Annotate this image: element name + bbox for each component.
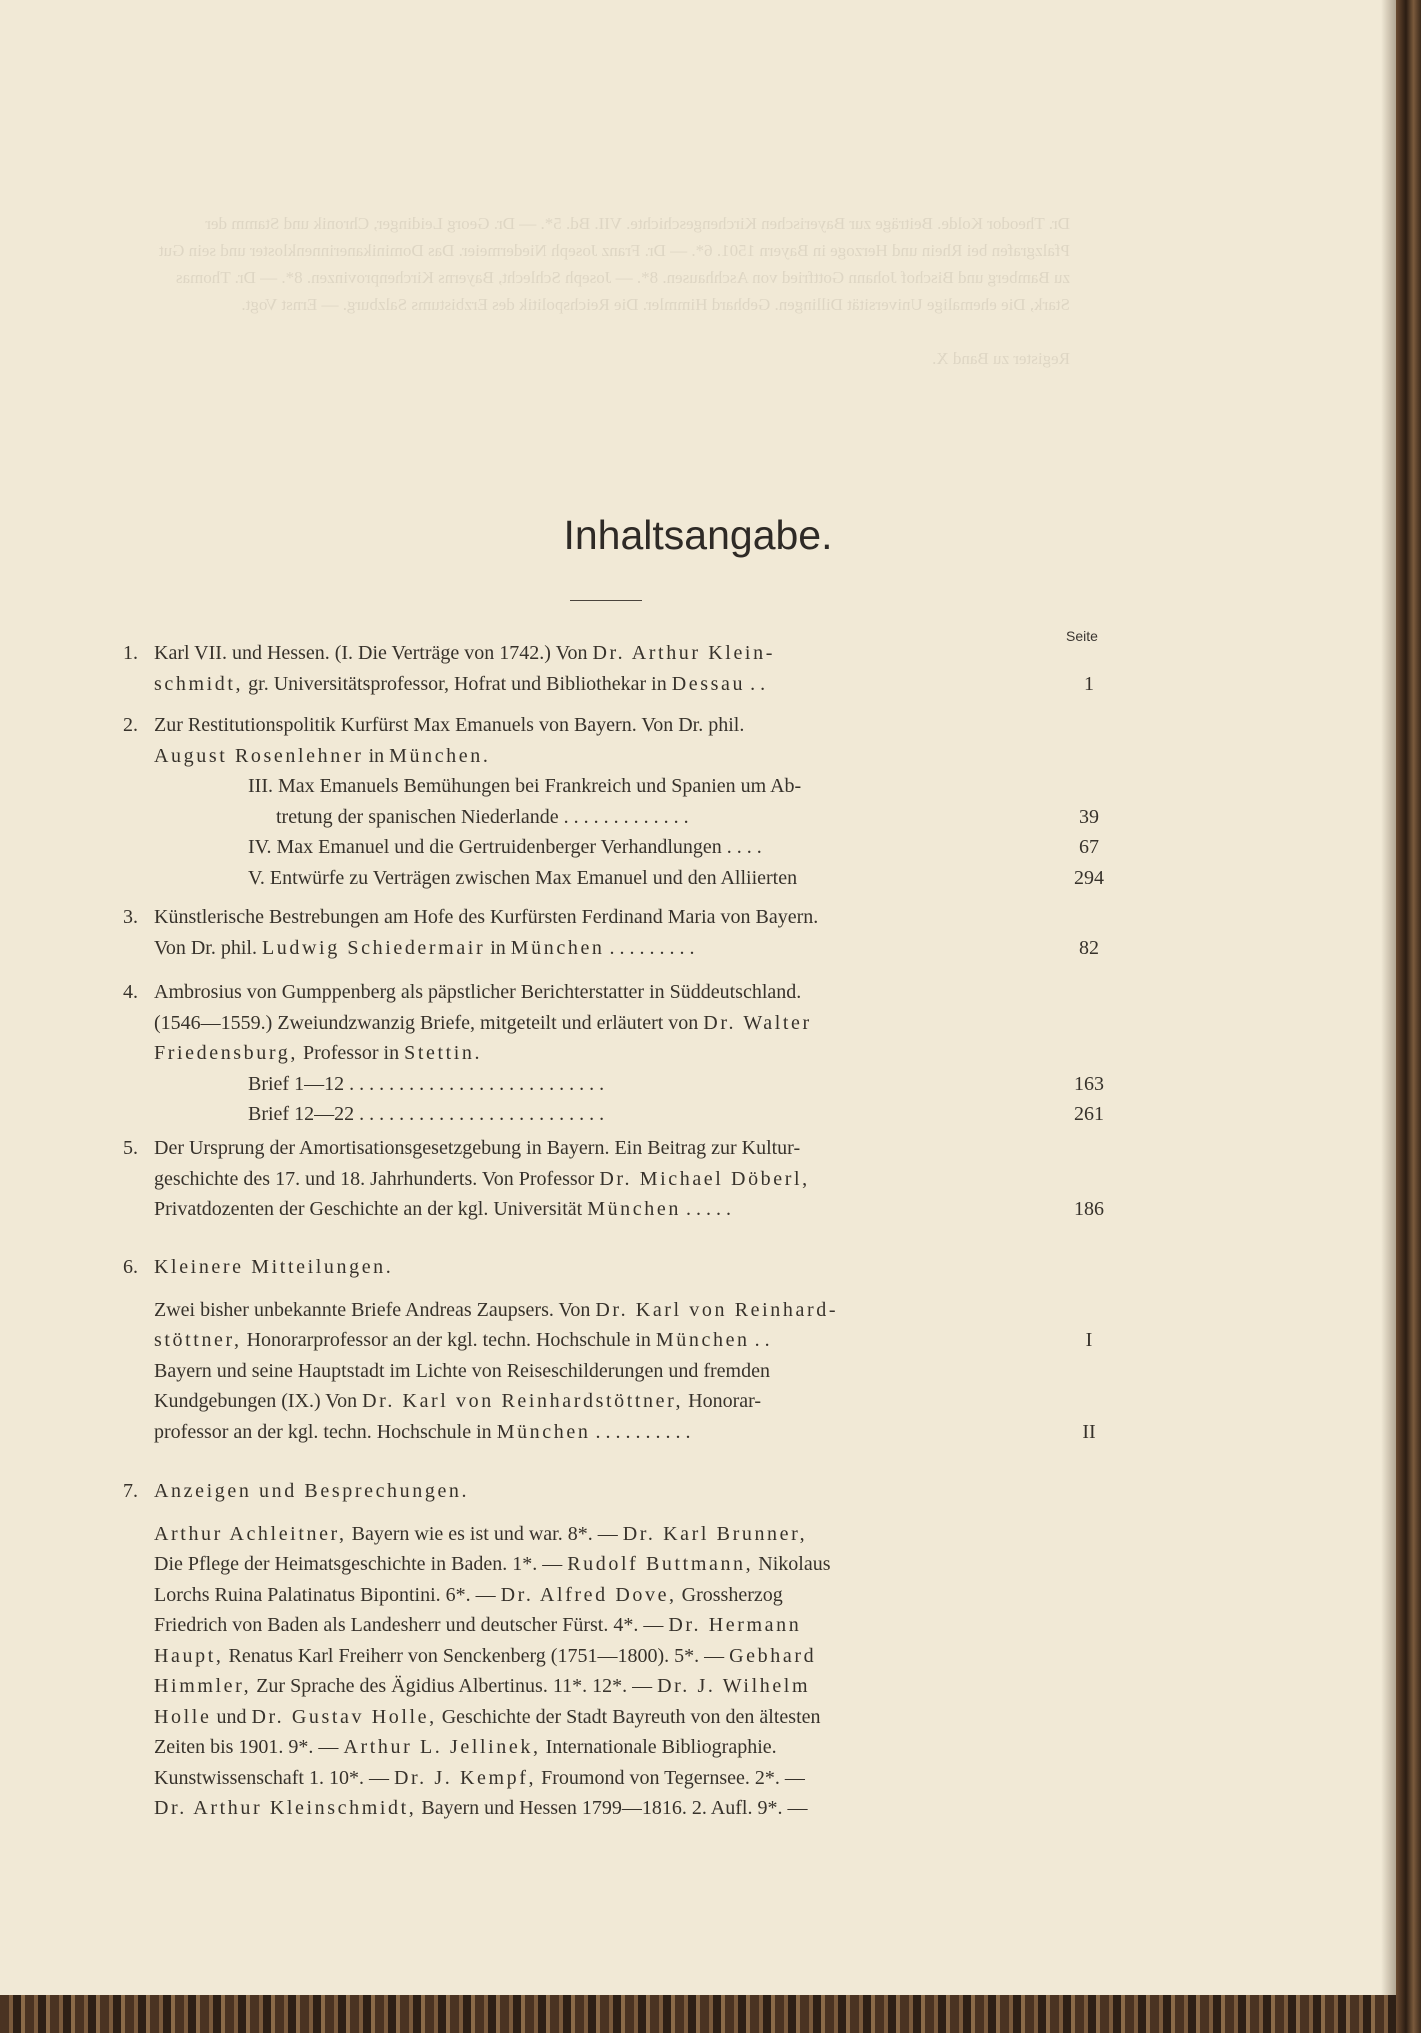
spaced-name: Kleinere Mitteilungen. — [154, 1256, 394, 1278]
line-text: . . . . . — [680, 1198, 731, 1220]
entry-number: 7. — [123, 1480, 138, 1502]
entry-line — [154, 1671, 810, 1701]
entry-number: 5. — [123, 1137, 138, 1159]
spaced-name: Dr. J. Kempf, — [393, 1766, 537, 1789]
spaced-name: Himmler, — [154, 1675, 252, 1697]
line-text: Privatdozenten der Geschichte an der kgl. Universität — [154, 1198, 588, 1220]
entry-line — [154, 1386, 761, 1416]
entry-line — [248, 771, 801, 801]
entry-line — [154, 1325, 770, 1355]
line-text: Ambrosius von Gumppenberg als päpstlicher Berichterstatter in Süddeutschland. — [154, 981, 802, 1003]
entry-line — [154, 1356, 770, 1386]
line-text: Zur Sprache des Ägidius Albertinus. 11*. 12*. — — [251, 1675, 658, 1697]
title-divider — [570, 600, 642, 601]
line-text: Lorchs Ruina Palatinatus Bipontini. 6*. — — [154, 1583, 501, 1606]
entry-line — [154, 1417, 690, 1447]
line-text: V. Entwürfe zu Verträgen zwischen Max Emanuel und den Alliierten — [248, 866, 798, 889]
entry-line — [248, 1069, 604, 1099]
line-text: Professor in — [297, 1042, 405, 1064]
entry-line — [248, 832, 762, 862]
entry-line — [154, 933, 695, 963]
line-text: tretung der spanischen Niederlande . . . . . . . . . . . . . — [276, 805, 689, 828]
spaced-name: München — [510, 936, 605, 959]
line-text: . . — [749, 1329, 770, 1351]
spaced-name: Dr. Arthur Klein- — [592, 642, 775, 664]
spaced-name: Rudolf Buttmann, — [567, 1553, 754, 1575]
spaced-name: Dr. Karl von Reinhardstöttner, — [362, 1390, 684, 1412]
spaced-name: Dr. Michael Döberl, — [599, 1167, 810, 1190]
entry-line — [154, 1194, 731, 1224]
entry-line — [248, 863, 797, 893]
spaced-name: stöttner, — [154, 1329, 242, 1351]
spaced-name: Dr. Gustav Holle, — [251, 1705, 437, 1728]
line-text: IV. Max Emanuel und die Gertruidenberger Verhandlungen . . . . — [248, 836, 762, 858]
line-text: Kundgebungen (IX.) Von — [154, 1390, 363, 1412]
line-text: Zur Restitutionspolitik Kurfürst Max Emanuels von Bayern. Von Dr. phil. — [154, 714, 745, 736]
spaced-name: Dr. Arthur Kleinschmidt, — [154, 1797, 417, 1819]
page-number: II — [1082, 1420, 1096, 1443]
entry-line — [154, 977, 801, 1007]
line-text: Bayern und Hessen 1799—1816. 2. Aufl. 9*. — — [416, 1797, 808, 1819]
spaced-name: Dessau — [671, 672, 746, 695]
spaced-name: Dr. Hermann — [668, 1614, 802, 1636]
entry-line — [154, 710, 744, 740]
page-number: 294 — [1074, 866, 1104, 889]
entry-line — [154, 1295, 838, 1325]
page-number: I — [1085, 1329, 1093, 1351]
entry-line — [154, 1610, 801, 1640]
line-text: in — [485, 936, 511, 959]
line-text: . . . . . . . . . . — [590, 1420, 691, 1443]
entry-line — [154, 638, 775, 668]
line-text: Bayern wie es ist und war. 8*. — — [346, 1522, 623, 1545]
page-number: 67 — [1079, 836, 1099, 858]
line-text: professor an der kgl. techn. Hochschule in — [154, 1420, 497, 1443]
line-text: Karl VII. und Hessen. (I. Die Verträge von 1742.) Von — [154, 642, 593, 664]
bleed-through-text: Dr. Theodor Kolde. Beiträge zur Bayerischen Kirchengeschichte. VII. Bd. 5*. — Dr. Georg Leidinger, Chronik und Stamm der Pfalzgrafen bei Rhein und Herzoge in Bayern 1501. 6*. — Dr. Franz Joseph Niedermeier. Das Dominikanerinnenkloster und sein Gut zu Bamberg und Bischof Johann Gottfried von Aschhausen. 8*. — Joseph Schlecht, Bayerns Kirchenprovinzen. 8*. — Dr. Thomas Stark, Die ehemalige Universität Dillingen. Gebhard Himmler. Die Reichspolitik des Erzbistums Salzburg. — Ernst Vogt. Register zu Band X. — [158, 214, 1070, 368]
spaced-name: Friedensburg, — [154, 1042, 298, 1064]
line-text: Die Pflege der Heimatsgeschichte in Baden. 1*. — — [154, 1553, 568, 1575]
line-text: Künstlerische Bestrebungen am Hofe des Kurfürsten Ferdinand Maria von Bayern. — [154, 906, 819, 928]
spaced-name: schmidt, — [154, 672, 244, 695]
line-text: Von Dr. phil. — [154, 936, 262, 959]
page-title: Inhaltsangabe. — [563, 512, 833, 558]
entry-line — [154, 669, 765, 699]
line-text: und — [211, 1705, 252, 1728]
line-text: in — [363, 744, 390, 767]
spaced-name: Arthur Achleitner, — [154, 1522, 347, 1545]
line-text: Honorarprofessor an der kgl. techn. Hochschule in — [241, 1329, 656, 1351]
spaced-name: Stettin. — [404, 1042, 483, 1064]
spaced-name: Dr. Karl Brunner, — [622, 1522, 808, 1545]
page-number: 261 — [1074, 1103, 1104, 1125]
spaced-name: Dr. Alfred Dove, — [500, 1583, 677, 1606]
spaced-name: Ludwig Schiedermair — [261, 936, 486, 959]
entry-line — [154, 1702, 821, 1732]
marbled-board-edge — [0, 1995, 1396, 2033]
line-text: Brief 12—22 . . . . . . . . . . . . . . . . . . . . . . . . . — [248, 1103, 605, 1125]
page-number: 186 — [1074, 1198, 1104, 1220]
line-text: Brief 1—12 . . . . . . . . . . . . . . . . . . . . . . . . . . — [248, 1072, 605, 1095]
line-text: Kunstwissenschaft 1. 10*. — — [154, 1766, 394, 1789]
line-text: Froumond von Tegernsee. 2*. — — [536, 1766, 805, 1789]
spaced-name: Haupt, — [154, 1644, 224, 1667]
line-text: Friedrich von Baden als Landesherr und deutscher Fürst. 4*. — — [154, 1614, 669, 1636]
page-column-label: Seite — [1066, 628, 1098, 644]
spaced-name: Dr. J. Wilhelm — [657, 1675, 811, 1697]
entry-line — [154, 1133, 800, 1163]
entry-line — [154, 1763, 805, 1793]
line-text: geschichte des 17. und 18. Jahrhunderts. Von Professor — [154, 1167, 600, 1190]
book-spine-edge — [1396, 0, 1421, 2033]
entry-line — [154, 1164, 810, 1194]
entry-line — [154, 1038, 482, 1068]
entry-line — [154, 1732, 777, 1762]
line-text: III. Max Emanuels Bemühungen bei Frankreich und Spanien um Ab- — [248, 775, 802, 797]
line-text: (1546—1559.) Zweiundzwanzig Briefe, mitgeteilt und erläutert von — [154, 1011, 704, 1034]
line-text: gr. Universitätsprofessor, Hofrat und Bibliothekar in — [243, 672, 672, 695]
line-text: Der Ursprung der Amortisationsgesetzgebung in Bayern. Ein Beitrag zur Kultur- — [154, 1137, 801, 1159]
entry-number: 6. — [123, 1256, 138, 1278]
entry-line — [154, 1252, 393, 1282]
entry-line — [154, 1549, 830, 1579]
page-number: 1 — [1084, 672, 1094, 695]
spaced-name: München. — [389, 744, 491, 767]
entry-number: 3. — [123, 906, 138, 928]
spaced-name: München — [587, 1198, 681, 1220]
entry-line — [154, 902, 818, 932]
line-text: . . — [745, 672, 766, 695]
line-text: Zeiten bis 1901. 9*. — — [154, 1736, 344, 1758]
line-text: Renatus Karl Freiherr von Senckenberg (1751—1800). 5*. — — [223, 1644, 730, 1667]
spaced-name: Dr. Karl von Reinhard- — [595, 1298, 839, 1321]
line-text: Internationale Bibliographie. — [540, 1736, 777, 1758]
spaced-name: Gebhard — [729, 1644, 817, 1667]
line-text: Nikolaus — [753, 1553, 831, 1575]
entry-line — [248, 1099, 604, 1129]
entry-line — [154, 1476, 469, 1506]
entry-line — [154, 1519, 807, 1549]
spaced-name: Arthur L. Jellinek, — [343, 1736, 541, 1758]
entry-line — [276, 802, 689, 832]
page-edge-shadow — [1381, 0, 1396, 1995]
spaced-name: Anzeigen und Besprechungen. — [154, 1480, 470, 1502]
spaced-name: München — [655, 1329, 750, 1351]
line-text: Zwei bisher unbekannte Briefe Andreas Zaupsers. Von — [154, 1298, 596, 1321]
entry-line — [154, 1793, 807, 1823]
line-text: . . . . . . . . . — [604, 936, 695, 959]
line-text: Bayern und seine Hauptstadt im Lichte von Reiseschilderungen und fremden — [154, 1359, 770, 1382]
entry-number: 1. — [123, 642, 138, 664]
entry-line — [154, 1641, 816, 1671]
entry-number: 2. — [123, 714, 138, 736]
line-text: Honorar- — [683, 1390, 762, 1412]
spaced-name: August Rosenlehner — [154, 744, 364, 767]
entry-number: 4. — [123, 981, 138, 1003]
line-text: Grossherzog — [676, 1583, 783, 1606]
page-number: 163 — [1074, 1072, 1104, 1095]
spaced-name: Dr. Walter — [703, 1011, 812, 1034]
spaced-name: München — [496, 1420, 591, 1443]
entry-line — [154, 1580, 783, 1610]
page-number: 82 — [1079, 936, 1099, 959]
spaced-name: Holle — [154, 1705, 212, 1728]
line-text: Geschichte der Stadt Bayreuth von den ältesten — [436, 1705, 821, 1728]
page-number: 39 — [1079, 805, 1099, 828]
entry-line — [154, 1008, 812, 1038]
entry-line — [154, 741, 490, 771]
